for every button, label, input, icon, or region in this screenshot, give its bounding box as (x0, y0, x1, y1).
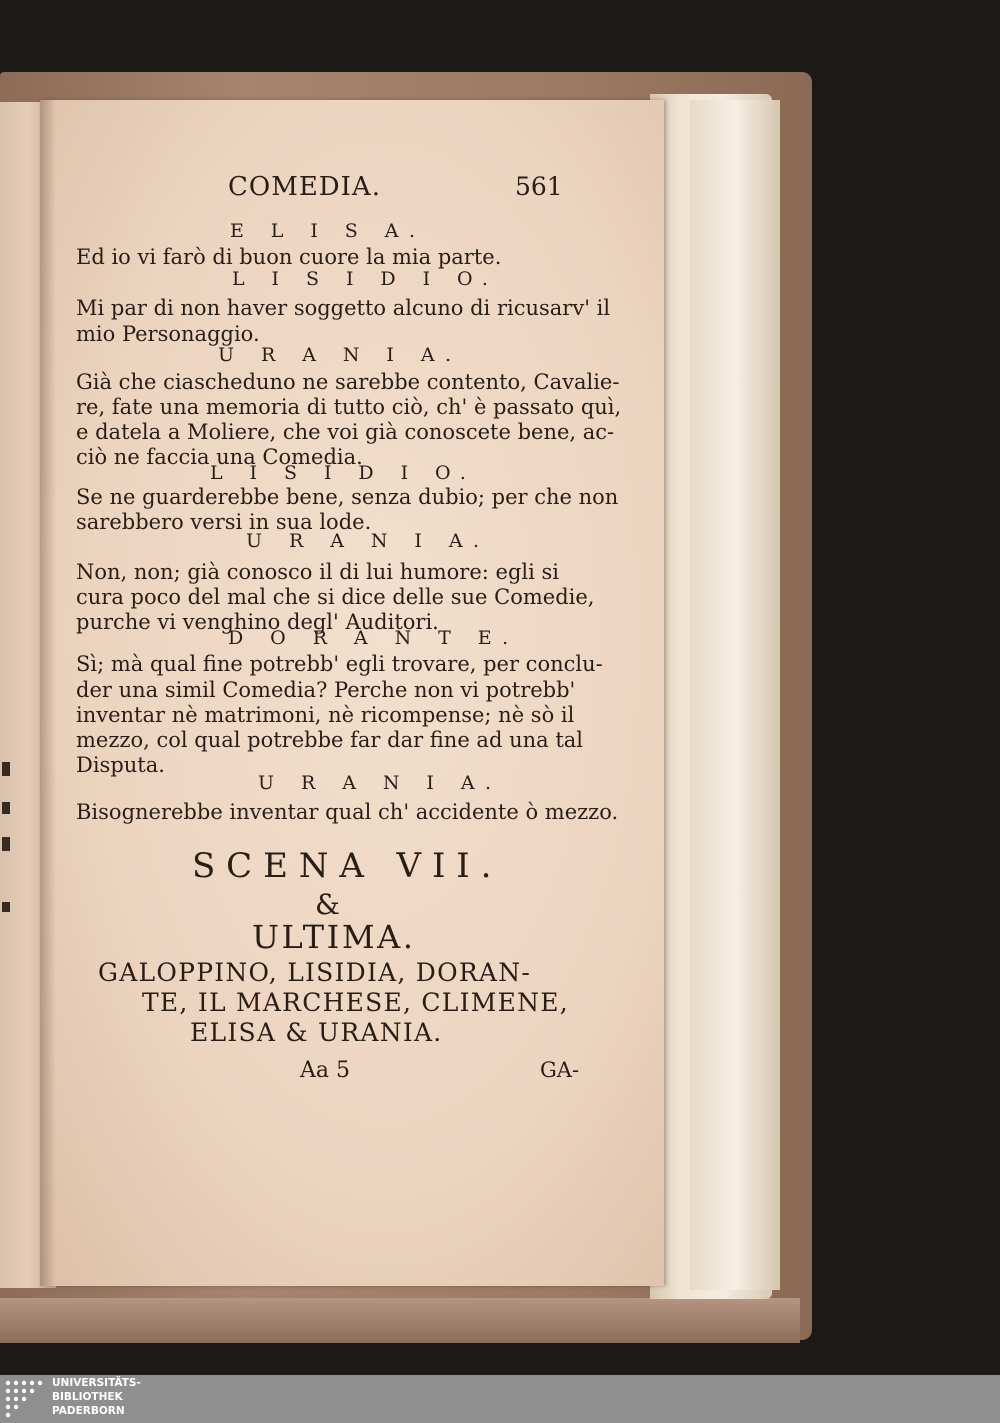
text-line: Sì; mà qual fine potrebb' egli trovare, per conclu- (76, 652, 603, 676)
text-line: sarebbero versi in sua lode. (76, 510, 372, 534)
library-name (52, 1376, 141, 1418)
speaker-urania: U R A N I A. (218, 344, 462, 366)
library-banner (0, 1375, 1000, 1423)
cast-line: TE, IL MARCHESE, CLIMENE, (142, 988, 569, 1017)
text-line: ciò ne faccia una Comedia. (76, 445, 363, 469)
text-line: inventar nè matrimoni, nè ricompense; nè sò il (76, 703, 575, 727)
text-line: re, fate una memoria di tutto ciò, ch' è passato quì, (76, 395, 622, 419)
speaker-elisa: E L I S A. (230, 220, 426, 242)
speaker-dorante: D O R A N T E. (228, 627, 519, 649)
scene-subtitle: ULTIMA. (252, 918, 416, 956)
text-line: Ed io vi farò di buon cuore la mia parte. (76, 245, 502, 269)
signature-mark: Aa 5 (300, 1058, 350, 1083)
text-line: mio Personaggio. (76, 322, 260, 346)
catchword: GA- (540, 1058, 580, 1082)
text-line: der una simil Comedia? Perche non vi potrebb' (76, 678, 576, 702)
speaker-lisidio: L I S I D I O. (210, 462, 477, 484)
text-line: Mi par di non haver soggetto alcuno di ricusarv' il (76, 296, 611, 320)
library-name-line: PADERBORN (52, 1405, 125, 1417)
text-line: Non, non; già conosco il di lui humore: egli si (76, 560, 559, 584)
running-header: COMEDIA. (228, 172, 381, 202)
page-number: 561 (515, 172, 563, 201)
text-line: cura poco del mal che si dice delle sue Comedie, (76, 585, 595, 609)
ampersand: & (315, 888, 340, 921)
fore-edge-leaves-inner (690, 100, 780, 1290)
text-line: mezzo, col qual potrebbe far dar fine ad una tal (76, 728, 583, 752)
cast-line: ELISA & URANIA. (190, 1018, 443, 1047)
text-line: Bisognerebbe inventar qual ch' accidente ò mezzo. (76, 800, 619, 824)
text-line: purche vi venghino degl' Auditori. (76, 610, 439, 634)
scene-title: SCENA VII. (192, 846, 503, 886)
cast-line: GALOPPINO, LISIDIA, DORAN- (98, 958, 532, 987)
speaker-urania: U R A N I A. (258, 772, 502, 794)
speaker-lisidio: L I S I D I O. (232, 268, 499, 290)
library-logo-icon (4, 1379, 44, 1419)
text-line: Già che ciascheduno ne sarebbe contento, Cavalie- (76, 370, 620, 394)
text-line: e datela a Moliere, che voi già conoscete bene, ac- (76, 420, 615, 444)
text-line: Disputa. (76, 753, 165, 777)
library-name-line: BIBLIOTHEK (52, 1391, 123, 1403)
page-gutter-shadow (40, 100, 56, 1286)
text-line: Se ne guarderebbe bene, senza dubio; per che non (76, 485, 619, 509)
speaker-urania: U R A N I A. (246, 530, 490, 552)
book-cover-edge (0, 1298, 800, 1343)
library-name-line: UNIVERSITÄTS- (52, 1377, 141, 1389)
